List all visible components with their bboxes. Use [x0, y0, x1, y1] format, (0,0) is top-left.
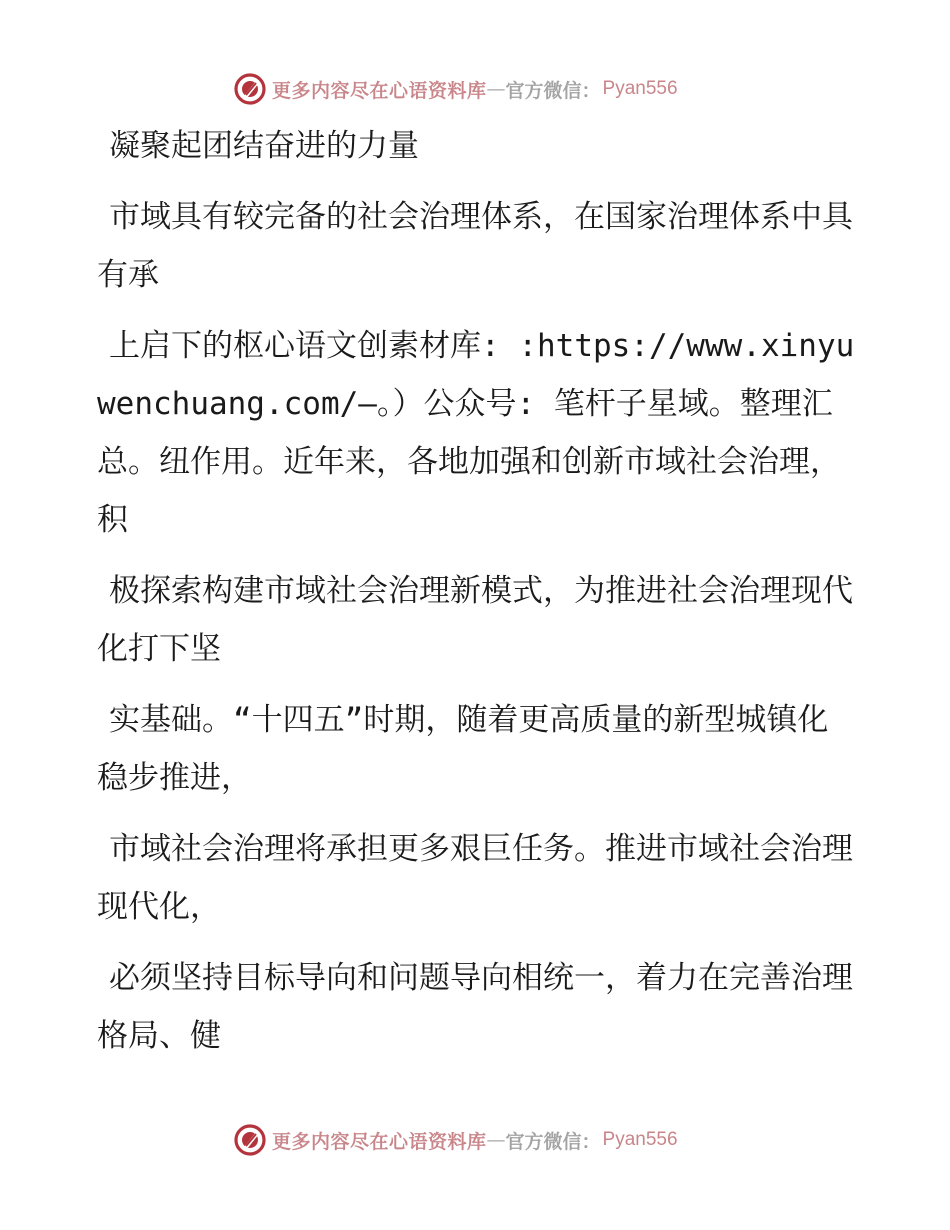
paragraph: 极探索构建市域社会治理新模式，为推进社会治理现代化打下坚: [97, 573, 853, 667]
banner-wechat-id: Pyan556: [602, 78, 678, 99]
banner-wechat-id: Pyan556: [602, 1129, 678, 1150]
paragraph: 凝聚起团结奋进的力量: [109, 128, 419, 164]
banner-text: 更多内容尽在心语资料库: [272, 79, 487, 102]
banner-dash: —: [486, 78, 506, 100]
banner-wechat-label: 官方微信：: [505, 79, 601, 102]
footer-banner: [234, 1123, 678, 1157]
header-banner: [234, 72, 678, 106]
brush-seal-icon: [234, 73, 266, 105]
banner-dash: —: [486, 1129, 506, 1151]
paragraph: 实基础。“十四五”时期，随着更高质量的新型城镇化稳步推进，: [97, 702, 829, 796]
paragraph: 市域社会治理将承担更多艰巨任务。推进市域社会治理现代化，: [97, 831, 853, 925]
paragraph: 市域具有较完备的社会治理体系，在国家治理体系中具有承: [97, 199, 853, 293]
banner-wechat-label: 官方微信：: [505, 1130, 601, 1153]
banner-text: 更多内容尽在心语资料库: [272, 1130, 487, 1153]
document-body: [97, 117, 857, 1078]
paragraph: 上启下的枢心语文创素材库: :https://www.xinyuwenchuang.com/—。）公众号: 笔杆子星域。整理汇总。纽作用。近年来，各地加强和创新市域社会治理，积: [97, 328, 855, 538]
paragraph: 必须坚持目标导向和问题导向相统一，着力在完善治理格局、健: [97, 960, 853, 1054]
brush-seal-icon: [234, 1124, 266, 1156]
